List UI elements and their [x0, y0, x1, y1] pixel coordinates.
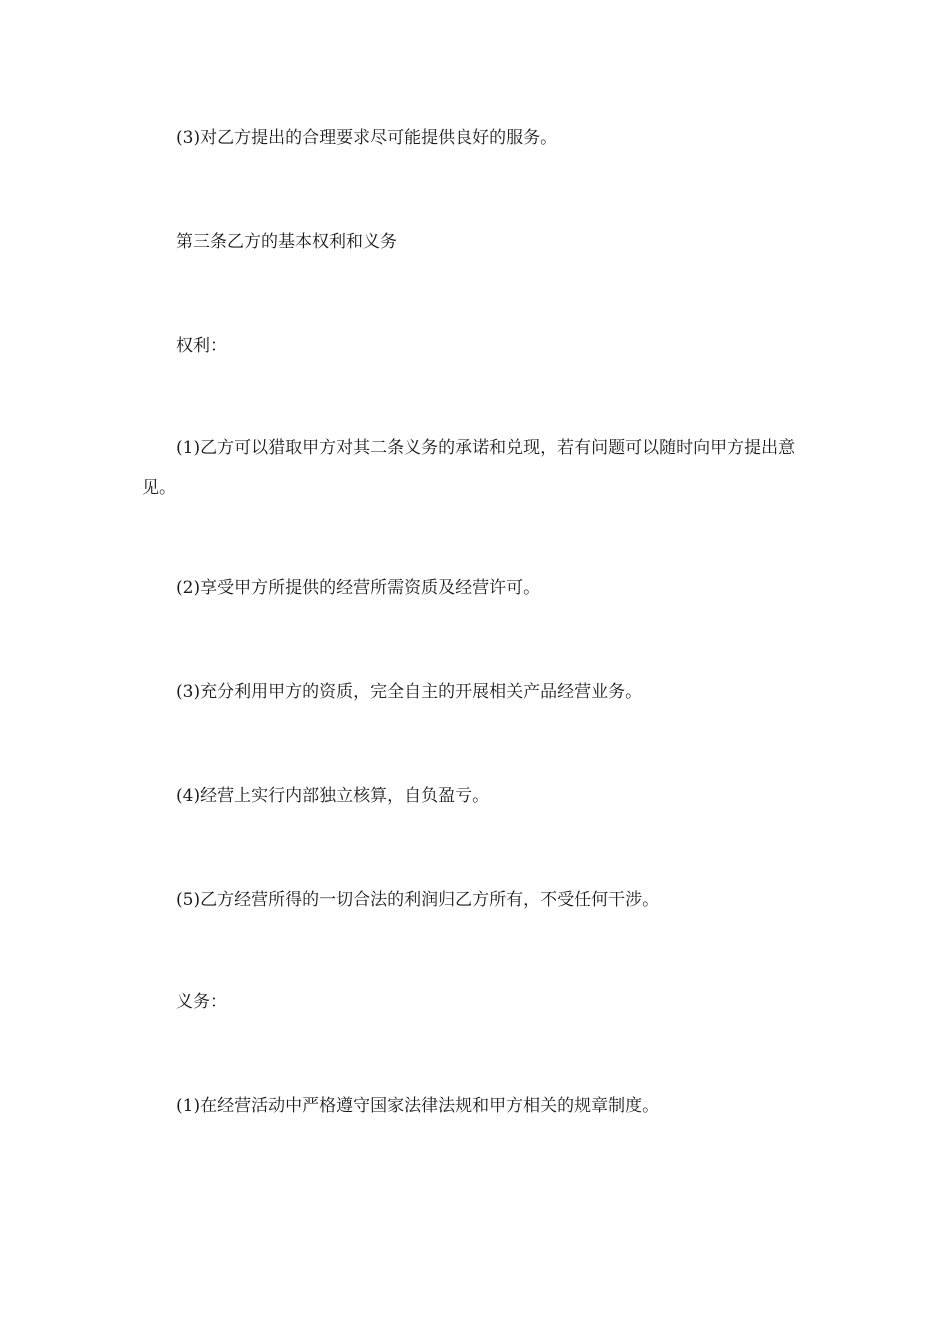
- right-5: (5)乙方经营所得的一切合法的利润归乙方所有，不受任何干涉。: [176, 890, 660, 910]
- obligation-1: (1)在经营活动中严格遵守国家法律法规和甲方相关的规章制度。: [176, 1096, 660, 1116]
- right-1: (1)乙方可以猎取甲方对其二条义务的承诺和兑现，若有问题可以随时向甲方提出意见。: [142, 438, 796, 498]
- article-3-heading: 第三条乙方的基本权利和义务: [176, 232, 397, 252]
- right-4: (4)经营上实行内部独立核算，自负盈亏。: [176, 786, 490, 806]
- right-3: (3)充分利用甲方的资质，完全自主的开展相关产品经营业务。: [176, 682, 643, 702]
- right-2: (2)享受甲方所提供的经营所需资质及经营许可。: [176, 578, 541, 598]
- clause-3-service: (3)对乙方提出的合理要求尽可能提供良好的服务。: [176, 128, 558, 148]
- rights-heading: 权利：: [176, 336, 227, 356]
- obligations-heading: 义务：: [176, 992, 227, 1012]
